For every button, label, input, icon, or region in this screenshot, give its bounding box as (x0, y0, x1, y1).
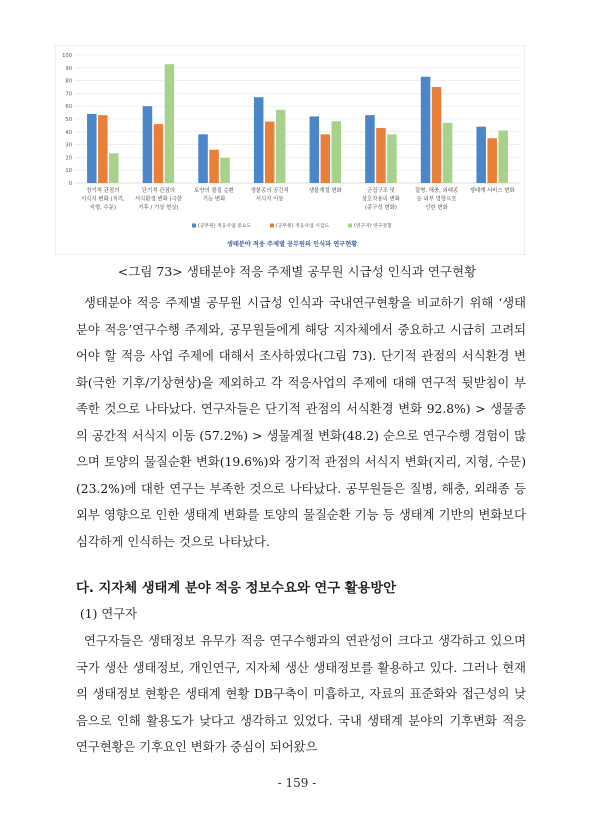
bar (87, 114, 97, 183)
legend-swatch (270, 224, 274, 228)
y-tick-label: 30 (65, 142, 72, 149)
bar (265, 122, 275, 183)
y-tick-label: 10 (65, 168, 72, 175)
chart-title: 생태분야 적응 주제별 공무원의 인식과 연구현황 (226, 241, 358, 248)
section-heading: 다. 지자체 생태계 분야 적응 정보수요와 연구 활용방안 (76, 581, 397, 596)
page-number: - 159 - (277, 776, 317, 790)
bar (143, 106, 153, 183)
x-tick-label: 생물종의 공간적 (250, 188, 289, 194)
x-tick-label: 질병, 해충, 외래종 (414, 188, 459, 194)
x-tick-label: 생태계 서비스 변화 (469, 188, 515, 194)
bar (421, 77, 431, 183)
bar (498, 131, 508, 183)
x-tick-label: 등 외부 영향으로 (416, 196, 457, 203)
x-tick-label: 지형, 수문) (89, 205, 116, 212)
y-tick-label: 0 (68, 181, 72, 187)
y-tick-label: 40 (65, 129, 72, 136)
sub-heading: (1) 연구자 (80, 607, 137, 621)
bar (98, 115, 108, 183)
y-tick-label: 70 (65, 91, 72, 98)
y-tick-label: 50 (65, 117, 72, 123)
legend-label: (공무원) 적응사업 중요도 (198, 224, 252, 229)
bar (198, 134, 208, 183)
bar (310, 116, 320, 183)
bar (165, 64, 175, 183)
x-tick-label: 서식지 변화 (지리, (80, 196, 125, 203)
x-tick-label: 인한 변화 (425, 205, 448, 212)
x-tick-label: (종구성 변화) (364, 205, 397, 212)
legend-label: (연구자) 연구경험 (354, 224, 392, 229)
bar (276, 110, 286, 183)
x-tick-label: 단기적 관점의 (141, 188, 175, 194)
x-tick-label: 서식환경 변화 (극한 (134, 196, 183, 203)
chart-legend (192, 222, 392, 229)
x-tick-label: 상호작용의 변화 (361, 196, 401, 203)
x-tick-label: 생물계절 변화 (308, 188, 342, 194)
x-tick-label: 군집구조 및 (367, 188, 395, 194)
bar (332, 121, 342, 183)
x-tick-label: 기능 변화 (202, 196, 226, 203)
y-tick-label: 60 (65, 104, 72, 111)
bar-chart (55, 45, 525, 255)
figure-caption: <그림 73> 생태분야 적응 주제별 공무원 시급성 인식과 연구현황 (117, 264, 477, 279)
bar (321, 134, 331, 183)
y-tick-label: 90 (65, 65, 72, 72)
bar (443, 123, 453, 183)
bar (254, 97, 264, 183)
bar (376, 128, 386, 183)
bar (387, 134, 397, 183)
x-tick-label: 장기적 관점의 (86, 188, 120, 194)
bar (109, 153, 119, 183)
bar (476, 127, 486, 183)
legend-label: (공무원) 적응사업 시급도 (276, 224, 330, 229)
bar (487, 138, 497, 183)
body-paragraph-2: 연구자들은 생태정보 유무가 적응 연구수행과의 연관성이 크다고 생각하고 있으며 국가 생산 생태정보, 개인연구, 지자체 생산 생태정보를 활용하고 있다. 그러나 현재의 생태정보 현황은 생태계 현황 DB구축이 미흡하고, 자료의 표준화와 접근성의 낮음으로 인해 활용도가 낮다고 생각하고 있었다. 국내 생태계 분야의 기후변화 적응 연구현황은 기후요인 변화가 중심이 되어왔으 (76, 634, 526, 754)
y-tick-label: 80 (65, 78, 72, 85)
body-paragraph-1: 생태분야 적응 주제별 공무원 시급성 인식과 국내연구현황을 비교하기 위해 ‘생태 분야 적응’연구수행 주제와, 공무원들에게 해당 지자체에서 중요하고 시급히 고려되어야 할 적응 사업 주제에 대해서 조사하였다(그림 73). 단기적 관점의 서식환경 변화(극한 기후/기상현상)을 제외하고 각 적응사업의 주제에 대해 연구적 뒷받침이 부족한 것으로 나타났다. 연구자들은 단기적 관점의 서식환경 변화 92.8%) > 생물종의 공간적 서식지 이동 (57.2%) > 생물계절 변화(48.2) 순으로 연구수행 경험이 많으며 토양의 물질순환 변화(19.6%)와 장기적 관점의 서식지 변화(지리, 지형, 수문) (23.2%)에 대한 연구는 부족한 것으로 나타났다. 공무원들은 질병, 해충, 외래종 등 외부 영향으로 인한 생태계 변화를 토양의 물질순환 기능 등 생태계 기반의 변화보다 심각하게 인식하는 것으로 나타났다. (76, 296, 526, 549)
bar (209, 150, 219, 183)
x-tick-label: 토양의 물질 순환 (194, 188, 235, 194)
y-tick-label: 100 (62, 53, 72, 59)
bar (154, 124, 164, 183)
x-tick-label: 서식지 이동 (255, 196, 284, 203)
x-tick-label: 기후 / 기상 현상) (138, 205, 179, 212)
bar (432, 87, 442, 183)
legend-swatch (348, 224, 352, 228)
bar (365, 115, 375, 183)
y-tick-label: 20 (65, 155, 72, 162)
legend-swatch (192, 224, 196, 228)
bar (220, 158, 230, 183)
